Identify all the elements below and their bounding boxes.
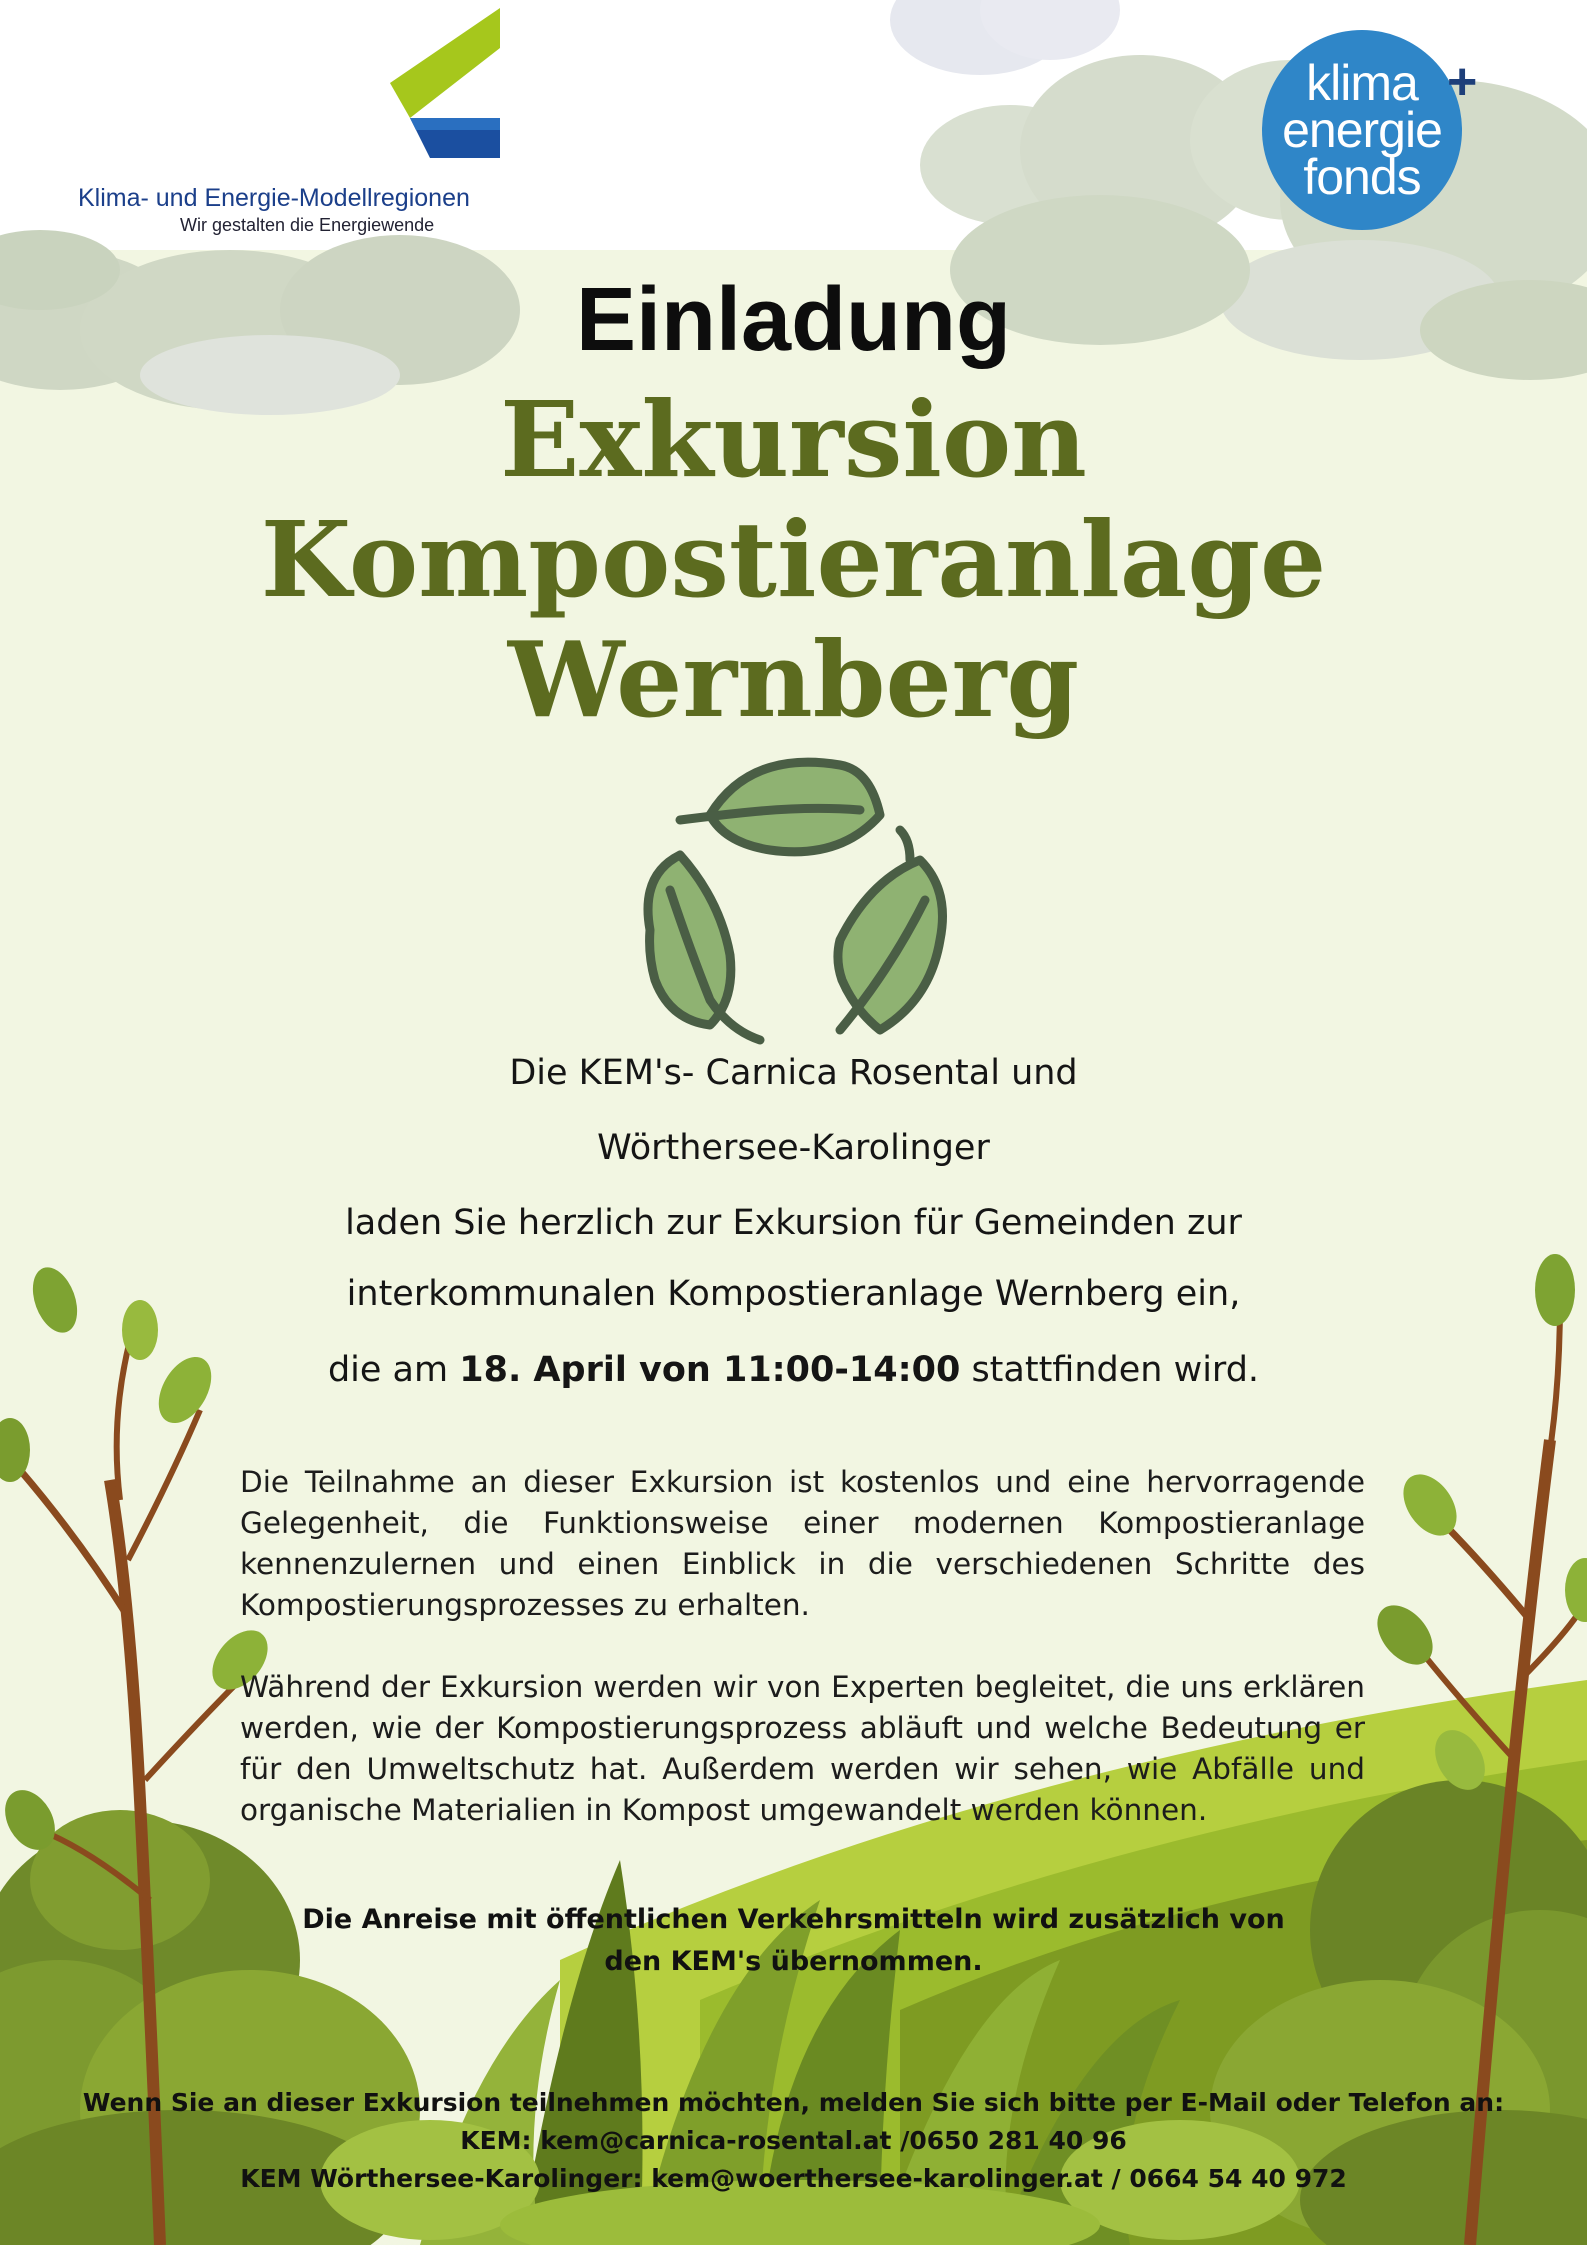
kem-logo-tagline: Wir gestalten die Energiewende bbox=[180, 215, 435, 235]
klimafonds-logo bbox=[1262, 30, 1462, 230]
event-date-time: 18. April von 11:00-14:00 bbox=[459, 1350, 961, 1390]
transport-note-line-2: den KEM's übernommen. bbox=[604, 1946, 983, 1977]
kem-logo-name: Klima- und Energie-Modellregionen bbox=[78, 184, 470, 212]
intro-line-2: Wörthersee-Karolinger bbox=[597, 1128, 990, 1168]
paragraph-experts: Während der Exkursion werden wir von Experten begleitet, die uns erklären werden, wie der Kompostierungsprozess abläuft und welche Bedeutung er für den Umweltschutz hat. Außerdem werden wir sehen, wie Abfälle und organische Materialien in Kompost umgewandelt werden können. bbox=[240, 1670, 1365, 1827]
contact-intro: Wenn Sie an dieser Exkursion teilnehmen möchten, melden Sie sich bitte per E-Mail oder Telefon an: bbox=[82, 2088, 1505, 2117]
kem-logo bbox=[30, 8, 510, 238]
intro-date-prefix: die am bbox=[327, 1350, 460, 1390]
event-title-line-3: Wernberg bbox=[507, 618, 1080, 741]
intro-line-1: Die KEM's- Carnica Rosental und bbox=[509, 1053, 1078, 1093]
event-title-line-1: Exkursion bbox=[500, 378, 1087, 501]
paragraph-participation: Die Teilnahme an dieser Exkursion ist kostenlos und eine hervorragende Gelegenheit, die Funktionsweise einer modernen Kompostieranlage kennenzulernen und einen Einblick in die verschiedenen Schritte des Kompostierungsprozesses zu erhalten. bbox=[240, 1465, 1365, 1622]
klimafonds-plus-icon: + bbox=[1447, 53, 1478, 111]
event-title-line-2: Kompostieranlage bbox=[260, 498, 1327, 621]
intro-line-4: interkommunalen Kompostieranlage Wernberg ein, bbox=[346, 1274, 1241, 1314]
klimafonds-logo-word: klima bbox=[1306, 55, 1418, 111]
recycle-leaves-icon bbox=[610, 740, 980, 1050]
klimafonds-logo-word: fonds bbox=[1303, 149, 1421, 205]
invitation-heading: Einladung bbox=[576, 270, 1011, 370]
transport-note-line-1: Die Anreise mit öffentlichen Verkehrsmitteln wird zusätzlich von bbox=[302, 1904, 1285, 1935]
kem-logo-mark bbox=[370, 8, 530, 168]
intro-date-suffix: stattfinden wird. bbox=[960, 1350, 1260, 1390]
intro-line-3: laden Sie herzlich zur Exkursion für Gemeinden zur bbox=[345, 1203, 1242, 1243]
contact-kem-carnica: KEM: kem@carnica-rosental.at /0650 281 40 96 bbox=[460, 2126, 1127, 2155]
klimafonds-logo-word: energie bbox=[1282, 102, 1442, 158]
contact-kem-woerthersee: KEM Wörthersee-Karolinger: kem@woerthersee-karolinger.at / 0664 54 40 972 bbox=[240, 2164, 1347, 2193]
intro-date-line bbox=[0, 1350, 1587, 1390]
